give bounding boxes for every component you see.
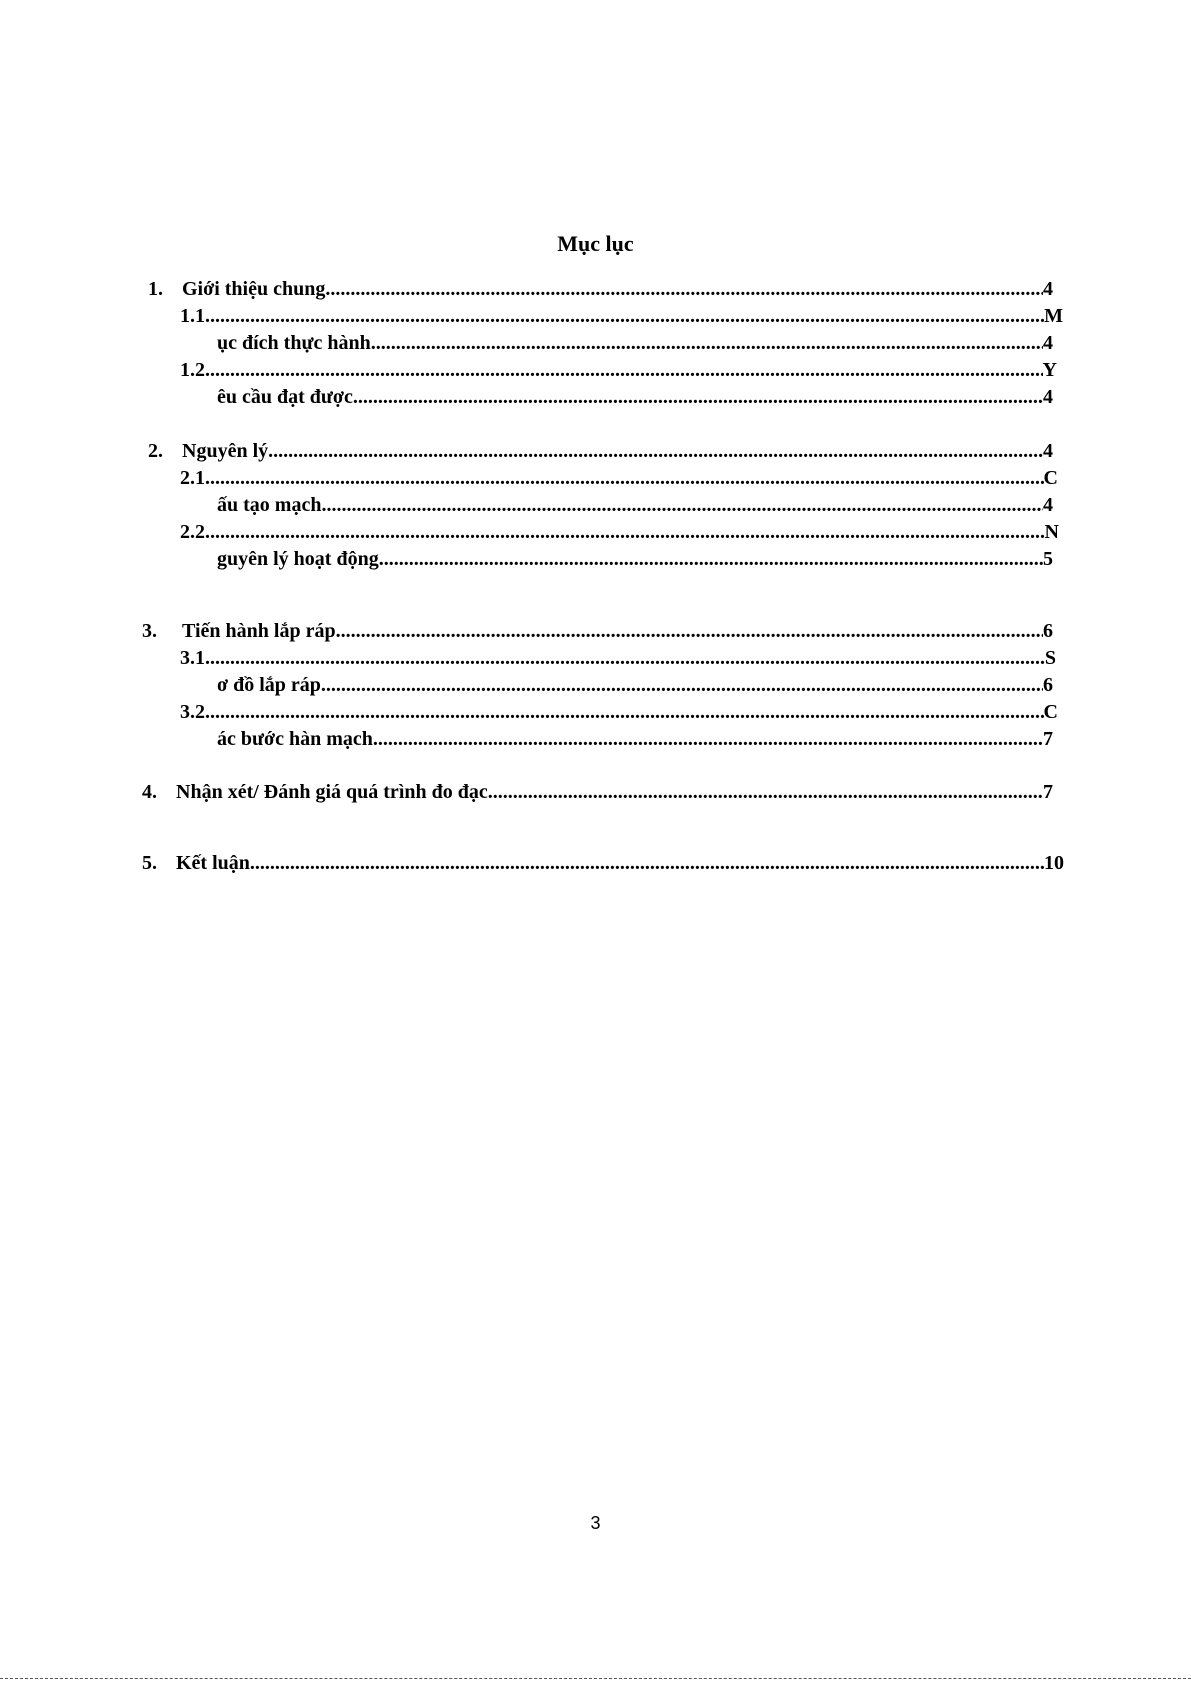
toc-entry[interactable]: [148, 276, 1053, 303]
toc-dot-leader: [371, 330, 1043, 357]
toc-dot-leader: [205, 357, 1043, 384]
toc-dot-leader: [250, 850, 1044, 877]
toc-entry-label: ơ đồ lắp ráp: [217, 674, 321, 696]
toc-entry[interactable]: [180, 303, 1063, 330]
toc-entry-page: 4: [1043, 386, 1053, 408]
toc-entry-page: 6: [1043, 674, 1053, 696]
toc-entry[interactable]: [217, 384, 1053, 411]
toc-entry-page: 4: [1043, 332, 1053, 354]
toc-entry[interactable]: [142, 618, 1053, 645]
toc-entry-page: 4: [1043, 278, 1053, 300]
toc-entry-page: Y: [1042, 359, 1057, 381]
toc-entry-label: êu cầu đạt được: [217, 386, 353, 408]
toc-entry-number: 3.2: [180, 701, 205, 723]
toc-entry[interactable]: [180, 645, 1056, 672]
toc-dot-leader: [321, 492, 1043, 519]
toc-entry-label: ục đích thực hành: [217, 332, 371, 354]
toc-entry-page: 10: [1044, 852, 1064, 874]
toc-dot-leader: [325, 276, 1043, 303]
toc-entry[interactable]: [217, 546, 1053, 573]
toc-entry-label: Giới thiệu chung: [182, 278, 326, 300]
toc-entry-label: guyên lý hoạt động: [217, 548, 379, 570]
toc-entry-number: 4.: [142, 781, 157, 803]
toc-entry-page: M: [1044, 305, 1063, 327]
toc-dot-leader: [353, 384, 1043, 411]
toc-entry-number: 3.1: [180, 647, 205, 669]
toc-dot-leader: [205, 465, 1044, 492]
toc-entry-page: 4: [1043, 494, 1053, 516]
toc-entry-number: 5.: [142, 852, 157, 874]
toc-entry[interactable]: [217, 492, 1053, 519]
footer-rule: [0, 1678, 1191, 1679]
toc-dot-leader: [205, 699, 1044, 726]
toc-dot-leader: [205, 519, 1045, 546]
toc-entry-number: 2.: [148, 440, 163, 462]
toc-entry[interactable]: [142, 850, 1064, 877]
toc-entry-number: 2.2: [180, 521, 205, 543]
toc-entry[interactable]: [217, 330, 1053, 357]
toc-entry[interactable]: [148, 438, 1053, 465]
toc-entry-page: 6: [1043, 620, 1053, 642]
toc-entry-page: 7: [1043, 781, 1053, 803]
toc-entry-label: Nguyên lý: [182, 440, 269, 462]
toc-entry-label: ác bước hàn mạch: [217, 728, 373, 750]
toc-entry-page: 5: [1043, 548, 1053, 570]
toc-dot-leader: [321, 672, 1043, 699]
toc-entry-page: S: [1044, 647, 1056, 669]
toc-entry-number: 1.: [148, 278, 163, 300]
toc-entry-page: C: [1043, 701, 1058, 723]
toc-entry-page: 4: [1043, 440, 1053, 462]
toc-dot-leader: [205, 303, 1044, 330]
toc-entry[interactable]: [180, 357, 1057, 384]
toc-title: Mục lục: [557, 231, 634, 256]
toc-entry-number: 1.2: [180, 359, 205, 381]
toc-entry-label: ấu tạo mạch: [217, 494, 322, 516]
toc-entry[interactable]: [180, 465, 1058, 492]
toc-entry[interactable]: [180, 699, 1058, 726]
toc-entry-number: 1.1: [180, 305, 205, 327]
toc-entry-label: Nhận xét/ Đánh giá quá trình đo đạc: [176, 781, 488, 803]
toc-entry[interactable]: [142, 779, 1053, 806]
toc-entry[interactable]: [217, 726, 1053, 753]
toc-entry-label: Kết luận: [176, 852, 250, 874]
toc-entry[interactable]: [217, 672, 1053, 699]
toc-dot-leader: [488, 779, 1043, 806]
page-number: 3: [590, 1513, 601, 1533]
toc-entry-page: C: [1043, 467, 1058, 489]
toc-dot-leader: [373, 726, 1043, 753]
toc-entry-number: 2.1: [180, 467, 205, 489]
toc-dot-leader: [379, 546, 1043, 573]
toc-entry-page: 7: [1043, 728, 1053, 750]
toc-dot-leader: [336, 618, 1043, 645]
toc-entry-label: Tiến hành lắp ráp: [182, 620, 336, 642]
toc-entry[interactable]: [180, 519, 1059, 546]
toc-entry-number: 3.: [142, 620, 157, 642]
toc-entry-page: N: [1044, 521, 1059, 543]
toc-dot-leader: [268, 438, 1043, 465]
toc-dot-leader: [205, 645, 1045, 672]
